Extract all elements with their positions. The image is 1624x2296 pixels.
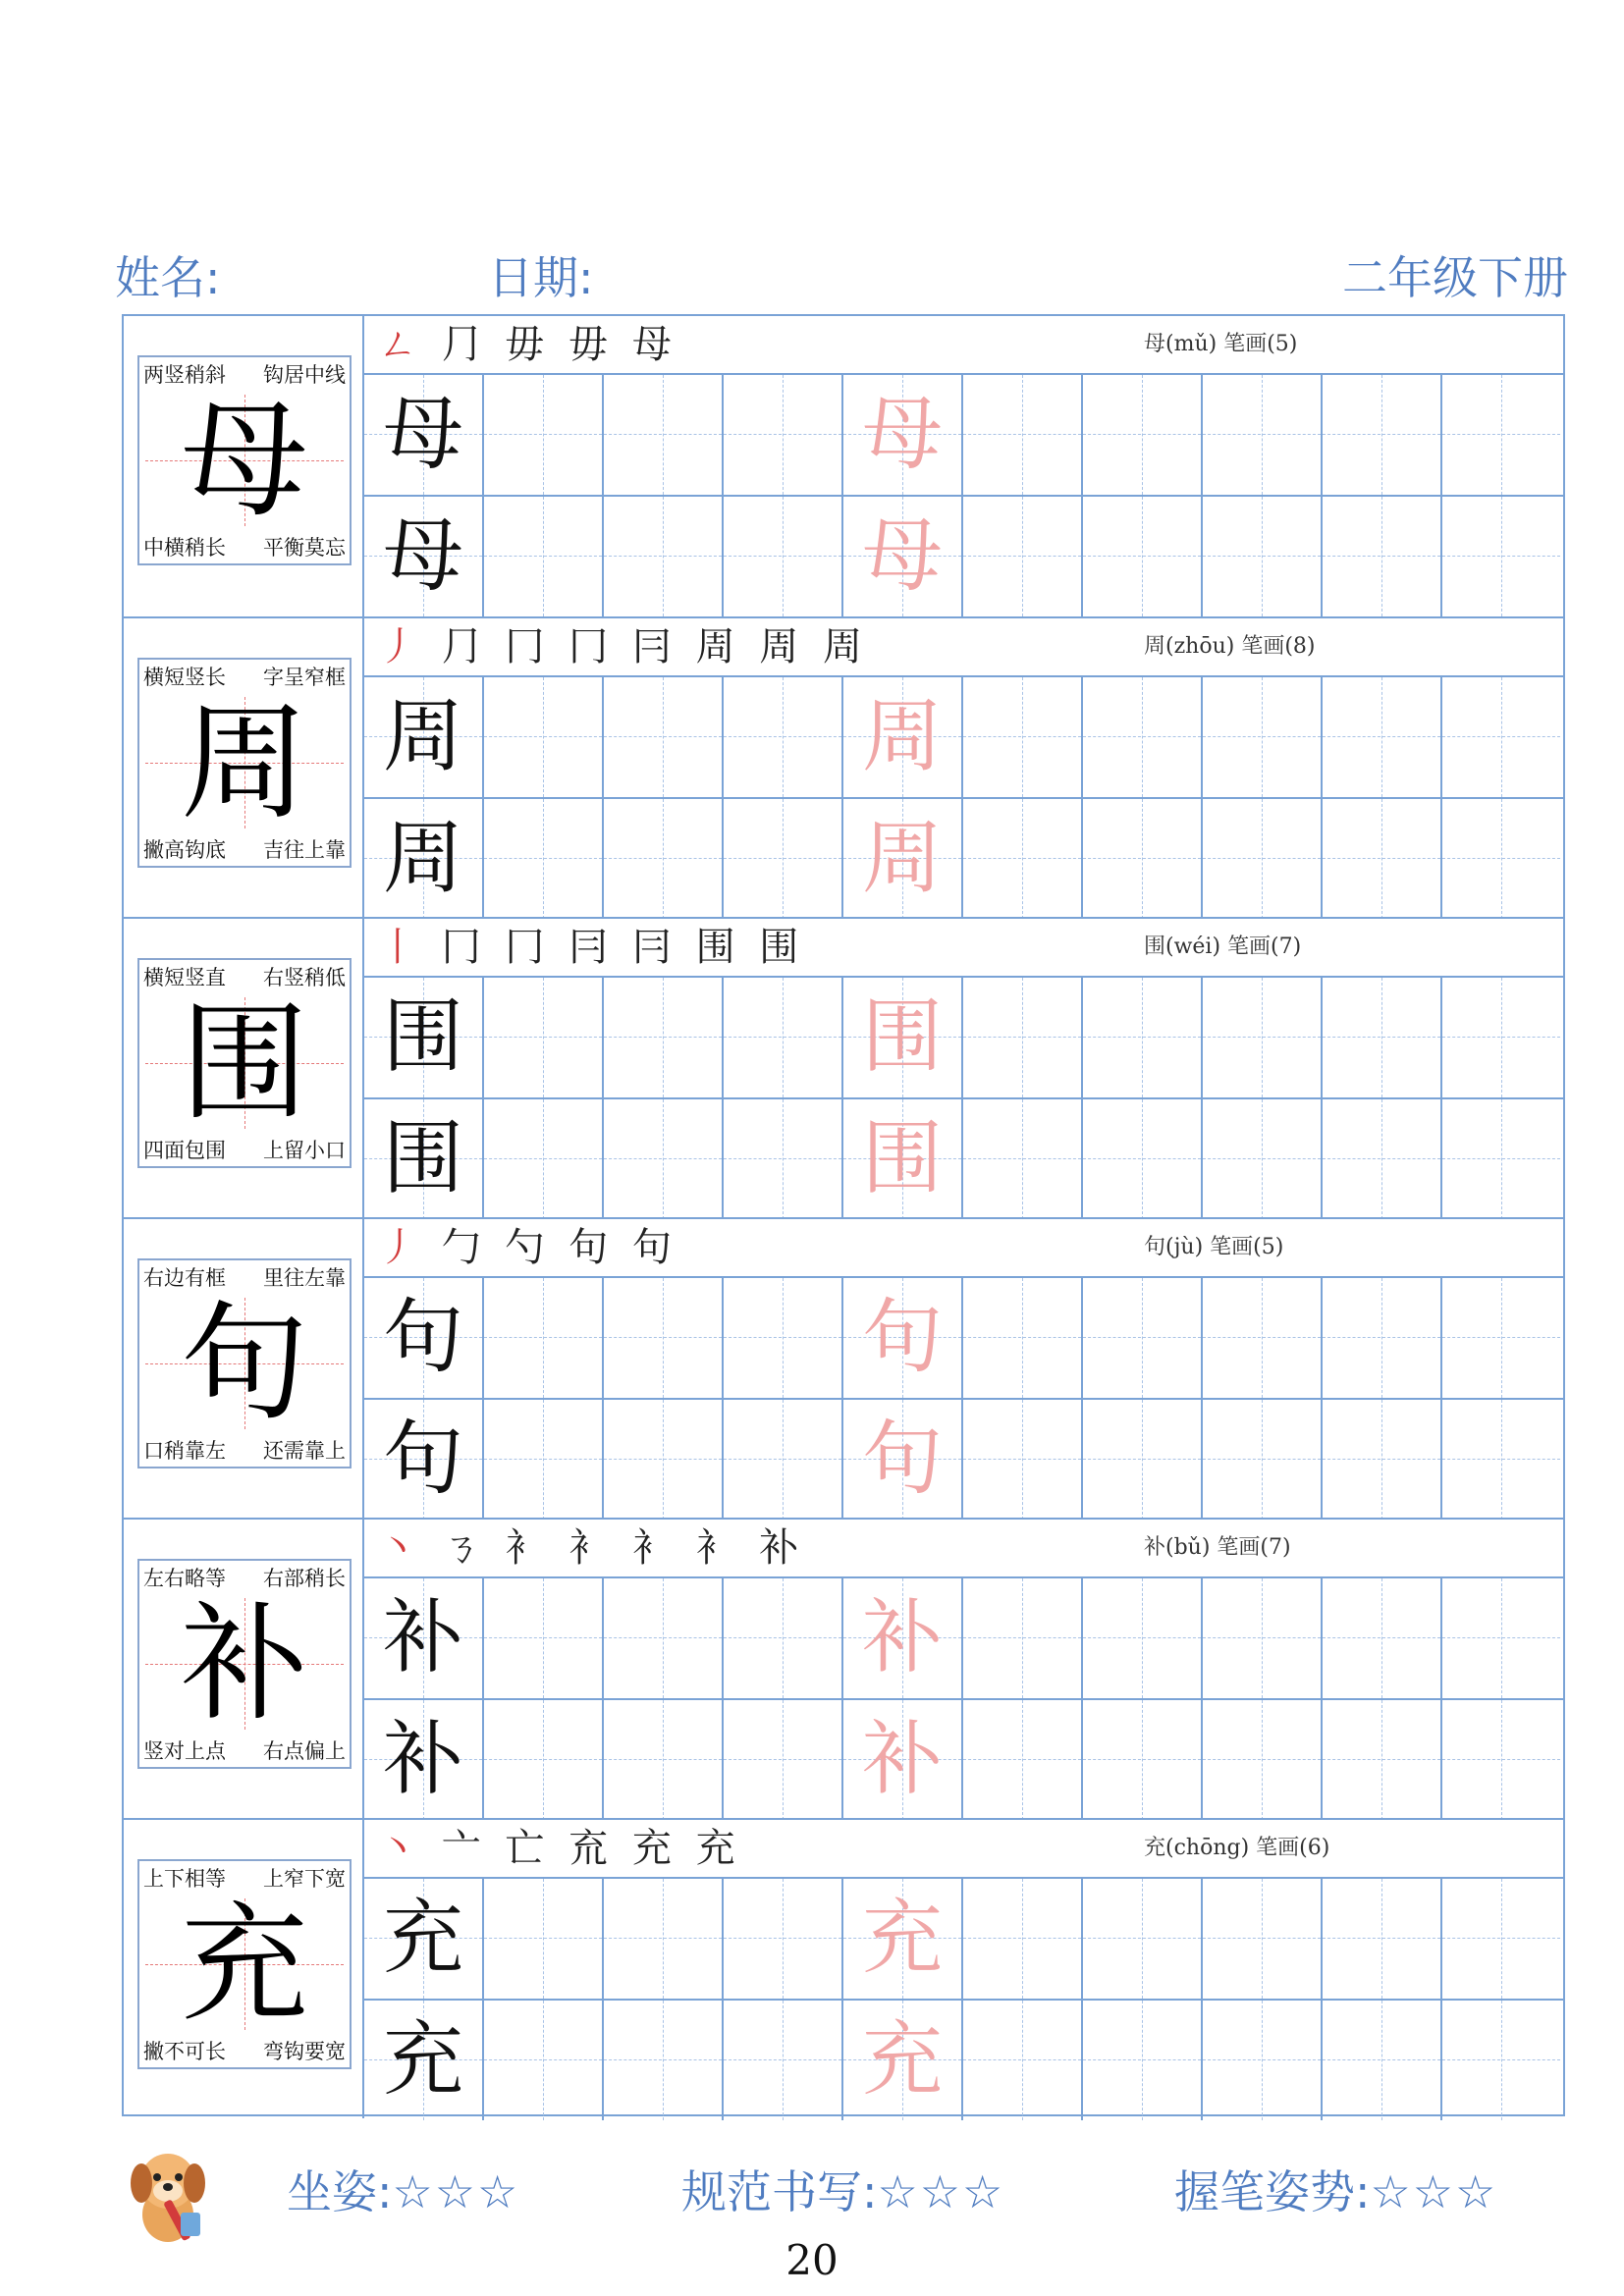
stroke-steps [378, 1219, 677, 1276]
writing-cell[interactable] [1442, 375, 1560, 495]
trace-character: 母 [861, 509, 943, 603]
trace-character: 围 [861, 1112, 943, 1205]
writing-tip: 口稍靠左 [143, 1439, 226, 1463]
trace-character: 句 [861, 1291, 943, 1384]
name-label: 姓名: [115, 251, 221, 304]
writing-tip: 两竖稍斜 [143, 363, 226, 387]
writing-cell[interactable] [364, 1879, 484, 1999]
writing-cell[interactable] [963, 677, 1083, 797]
writing-cell[interactable] [1442, 1099, 1560, 1219]
stroke-step-rest: 勹 勺 句 句 [441, 1225, 677, 1270]
writing-cell[interactable] [963, 978, 1083, 1097]
writing-cell[interactable] [604, 375, 724, 495]
puppy-mascot-icon [116, 2144, 220, 2248]
writing-cell[interactable] [724, 2001, 843, 2120]
writing-cell[interactable] [843, 375, 963, 495]
writing-tip: 撇不可长 [143, 2040, 226, 2063]
writing-cell[interactable] [843, 1700, 963, 1820]
character-block [124, 917, 1563, 1217]
writing-cell[interactable] [843, 677, 963, 797]
model-character: 充 [180, 1890, 308, 2039]
writing-cell[interactable] [963, 1099, 1083, 1219]
writing-cell[interactable] [364, 2001, 484, 2120]
writing-cell[interactable] [1203, 1278, 1323, 1398]
writing-cell[interactable] [1203, 1578, 1323, 1698]
model-card [137, 355, 352, 565]
grid-row [364, 375, 1563, 497]
trace-character: 补 [861, 1591, 943, 1684]
writing-cell[interactable] [1083, 1099, 1203, 1219]
sample-character: 周 [382, 812, 463, 905]
model-panel [124, 1520, 364, 1818]
writing-cell[interactable] [484, 497, 604, 616]
writing-cell[interactable] [843, 978, 963, 1097]
writing-tip: 平衡莫忘 [263, 536, 346, 560]
writing-cell[interactable] [604, 1578, 724, 1698]
writing-cell[interactable] [484, 799, 604, 919]
character-block [124, 1818, 1563, 2118]
model-card [137, 658, 352, 868]
writing-tip: 横短竖直 [143, 966, 226, 989]
date-label: 日期: [488, 251, 594, 304]
stroke-step-rest: 亠 亡 㐬 充 充 [441, 1826, 741, 1871]
model-character: 句 [180, 1289, 308, 1438]
writing-grid [364, 1278, 1563, 1518]
writing-cell[interactable] [843, 1879, 963, 1999]
writing-grid [364, 375, 1563, 616]
writing-cell[interactable] [1442, 1400, 1560, 1520]
writing-cell[interactable] [1323, 1278, 1442, 1398]
writing-cell[interactable] [724, 1879, 843, 1999]
stroke-steps [378, 919, 804, 976]
writing-cell[interactable] [1323, 1700, 1442, 1820]
writing-cell[interactable] [364, 497, 484, 616]
model-card [137, 1559, 352, 1769]
trace-character: 围 [861, 990, 943, 1084]
writing-cell[interactable] [1442, 799, 1560, 919]
writing-cell[interactable] [963, 1278, 1083, 1398]
writing-tip: 右部稍长 [263, 1567, 346, 1590]
practice-sheet [122, 314, 1565, 2116]
writing-cell[interactable] [1203, 799, 1323, 919]
writing-cell[interactable] [724, 1400, 843, 1520]
writing-cell[interactable] [484, 1879, 604, 1999]
writing-cell[interactable] [843, 1578, 963, 1698]
writing-cell[interactable] [843, 2001, 963, 2120]
sample-character: 母 [382, 509, 463, 603]
writing-cell[interactable] [1442, 978, 1560, 1097]
writing-cell[interactable] [1203, 677, 1323, 797]
writing-cell[interactable] [1203, 1400, 1323, 1520]
writing-tip: 右边有框 [143, 1266, 226, 1290]
writing-cell[interactable] [1323, 1400, 1442, 1520]
stroke-steps [378, 316, 677, 373]
character-info: 周(zhōu) 笔画(8) [1144, 634, 1316, 659]
stroke-step-first: 丿 [378, 1225, 423, 1270]
sit-stars[interactable]: ☆☆☆ [392, 2165, 520, 2218]
stroke-order-row [364, 1820, 1563, 1879]
writing-cell[interactable] [1203, 978, 1323, 1097]
stroke-step-rest: ⺆ 冂 冂 冃 周 周 周 [441, 624, 869, 669]
writing-cell[interactable] [843, 799, 963, 919]
writing-cell[interactable] [724, 497, 843, 616]
writing-cell[interactable] [1442, 2001, 1560, 2120]
model-character: 补 [180, 1589, 308, 1738]
writing-tip: 右点偏上 [263, 1739, 346, 1763]
trace-character: 补 [861, 1713, 943, 1806]
writing-cell[interactable] [364, 1099, 484, 1219]
writing-cell[interactable] [604, 1400, 724, 1520]
stroke-order-row [364, 1219, 1563, 1278]
writing-cell[interactable] [1083, 978, 1203, 1097]
writing-cell[interactable] [1323, 677, 1442, 797]
page-header [115, 243, 1568, 312]
writing-cell[interactable] [484, 1278, 604, 1398]
writing-cell[interactable] [724, 677, 843, 797]
grade-label: 二年级下册 [1342, 251, 1568, 304]
grid-row [364, 978, 1563, 1099]
writing-cell[interactable] [963, 2001, 1083, 2120]
sample-character: 充 [382, 1892, 463, 1985]
stroke-step-rest: 冂 冂 冃 冃 围 围 [441, 925, 805, 970]
writing-cell[interactable] [1083, 1278, 1203, 1398]
writing-cell[interactable] [1323, 799, 1442, 919]
sample-character: 句 [382, 1291, 463, 1384]
writing-cell[interactable] [1442, 1578, 1560, 1698]
writing-cell[interactable] [1323, 1578, 1442, 1698]
stroke-step-rest: ㄋ 衤 衤 衤 衤 补 [441, 1525, 805, 1571]
writing-cell[interactable] [364, 799, 484, 919]
writing-tip: 吉往上靠 [263, 838, 346, 862]
writing-cell[interactable] [604, 497, 724, 616]
writing-tip: 左右略等 [143, 1567, 226, 1590]
writing-cell[interactable] [1083, 677, 1203, 797]
writing-cell[interactable] [1203, 1700, 1323, 1820]
writing-cell[interactable] [1203, 375, 1323, 495]
grid-row [364, 1400, 1563, 1520]
writing-cell[interactable] [724, 375, 843, 495]
character-block [124, 316, 1563, 616]
writing-cell[interactable] [1083, 497, 1203, 616]
sit-label: 坐姿: [287, 2165, 393, 2218]
writing-cell[interactable] [963, 1879, 1083, 1999]
model-card [137, 1859, 352, 2069]
sample-character: 补 [382, 1591, 463, 1684]
model-character: 围 [180, 988, 308, 1138]
rating-standard-writing [681, 2158, 1004, 2226]
writing-cell[interactable] [1442, 1879, 1560, 1999]
writing-cell[interactable] [604, 1099, 724, 1219]
writing-cell[interactable] [724, 799, 843, 919]
character-info: 句(jù) 笔画(5) [1144, 1235, 1284, 1259]
model-panel [124, 1820, 364, 2118]
stroke-order-row [364, 1520, 1563, 1578]
writing-cell[interactable] [1083, 1578, 1203, 1698]
stroke-order-row [364, 618, 1563, 677]
writing-cell[interactable] [1442, 1278, 1560, 1398]
writing-tip: 四面包围 [143, 1139, 226, 1162]
sample-character: 母 [382, 388, 463, 481]
grid-row [364, 1278, 1563, 1400]
writing-cell[interactable] [364, 375, 484, 495]
grid-row [364, 799, 1563, 919]
writing-tip: 上窄下宽 [263, 1867, 346, 1891]
writing-cell[interactable] [1203, 497, 1323, 616]
writing-cell[interactable] [484, 375, 604, 495]
writing-tip: 竖对上点 [143, 1739, 226, 1763]
writing-cell[interactable] [1083, 1700, 1203, 1820]
writing-cell[interactable] [484, 677, 604, 797]
writing-cell[interactable] [724, 1700, 843, 1820]
grid-row [364, 677, 1563, 799]
writing-cell[interactable] [1323, 978, 1442, 1097]
writing-cell[interactable] [963, 497, 1083, 616]
writing-cell[interactable] [1323, 497, 1442, 616]
writing-cell[interactable] [604, 1700, 724, 1820]
sample-character: 围 [382, 990, 463, 1084]
trace-character: 充 [861, 1892, 943, 1985]
writing-cell[interactable] [963, 1400, 1083, 1520]
writing-cell[interactable] [364, 677, 484, 797]
sample-character: 补 [382, 1713, 463, 1806]
trace-character: 周 [861, 812, 943, 905]
stroke-order-row [364, 919, 1563, 978]
writing-cell[interactable] [1203, 1099, 1323, 1219]
writing-tip: 上留小口 [263, 1139, 346, 1162]
writing-grid [364, 978, 1563, 1217]
grid-row [364, 1700, 1563, 1820]
writing-cell[interactable] [1442, 677, 1560, 797]
writing-cell[interactable] [843, 1099, 963, 1219]
sample-character: 周 [382, 690, 463, 783]
writing-cell[interactable] [484, 2001, 604, 2120]
grid-row [364, 1879, 1563, 2001]
rating-sitting-posture [287, 2158, 519, 2226]
writing-cell[interactable] [1442, 1700, 1560, 1820]
writing-cell[interactable] [1323, 1099, 1442, 1219]
writing-tip: 还需靠上 [263, 1439, 346, 1463]
writing-cell[interactable] [843, 1400, 963, 1520]
writing-cell[interactable] [484, 1700, 604, 1820]
writing-tip: 撇高钩底 [143, 838, 226, 862]
writing-cell[interactable] [1083, 799, 1203, 919]
sample-character: 句 [382, 1413, 463, 1506]
writing-cell[interactable] [364, 1578, 484, 1698]
writing-cell[interactable] [1083, 1400, 1203, 1520]
grid-row [364, 1099, 1563, 1219]
writing-cell[interactable] [364, 1700, 484, 1820]
trace-character: 周 [861, 690, 943, 783]
pen-label: 握笔姿势: [1174, 2165, 1371, 2218]
writing-tip: 横短竖长 [143, 666, 226, 689]
writing-tip: 里往左靠 [263, 1266, 346, 1290]
writing-tip: 中横稍长 [143, 536, 226, 560]
writing-cell[interactable] [1083, 375, 1203, 495]
writing-cell[interactable] [963, 1700, 1083, 1820]
writing-cell[interactable] [963, 1578, 1083, 1698]
writing-cell[interactable] [1323, 375, 1442, 495]
pen-stars[interactable]: ☆☆☆ [1370, 2165, 1498, 2218]
writing-cell[interactable] [484, 1578, 604, 1698]
character-info: 围(wéi) 笔画(7) [1144, 934, 1302, 959]
writing-cell[interactable] [1083, 1879, 1203, 1999]
model-panel [124, 618, 364, 917]
writing-cell[interactable] [724, 978, 843, 1097]
model-panel [124, 316, 364, 616]
writing-cell[interactable] [963, 799, 1083, 919]
writing-cell[interactable] [484, 978, 604, 1097]
character-info: 充(chōng) 笔画(6) [1144, 1836, 1330, 1860]
writing-tip: 弯钩要宽 [263, 2040, 346, 2063]
stroke-order-row [364, 316, 1563, 375]
writing-cell[interactable] [1442, 497, 1560, 616]
grid-row [364, 1578, 1563, 1700]
writing-cell[interactable] [1203, 1879, 1323, 1999]
sample-character: 围 [382, 1112, 463, 1205]
writing-cell[interactable] [1203, 2001, 1323, 2120]
writing-cell[interactable] [604, 978, 724, 1097]
writing-cell[interactable] [484, 1099, 604, 1219]
character-block [124, 1217, 1563, 1518]
stroke-steps [378, 1820, 741, 1877]
model-panel [124, 919, 364, 1217]
character-block [124, 616, 1563, 917]
writing-cell[interactable] [484, 1400, 604, 1520]
trace-character: 母 [861, 388, 943, 481]
page-number: 20 [785, 2236, 839, 2284]
stroke-step-first: 丶 [378, 1826, 423, 1871]
character-block [124, 1518, 1563, 1818]
writing-grid [364, 1879, 1563, 2118]
character-info: 母(mǔ) 笔画(5) [1144, 332, 1298, 356]
rating-pen-grip [1174, 2158, 1497, 2226]
writing-cell[interactable] [1323, 1879, 1442, 1999]
stroke-step-rest: ⺆ 毋 毋 母 [441, 322, 677, 367]
writing-cell[interactable] [604, 2001, 724, 2120]
model-character: 周 [180, 688, 308, 837]
writing-cell[interactable] [724, 1278, 843, 1398]
writing-grid [364, 1578, 1563, 1818]
stroke-step-first: 丨 [378, 925, 423, 970]
writing-cell[interactable] [724, 1099, 843, 1219]
writing-cell[interactable] [843, 497, 963, 616]
writing-tip: 上下相等 [143, 1867, 226, 1891]
writing-cell[interactable] [843, 1278, 963, 1398]
stroke-step-first: ㄥ [378, 322, 423, 367]
writing-tip: 字呈窄框 [263, 666, 346, 689]
writing-cell[interactable] [604, 799, 724, 919]
grid-row [364, 497, 1563, 616]
writing-cell[interactable] [724, 1578, 843, 1698]
writing-cell[interactable] [1323, 2001, 1442, 2120]
stroke-step-first: 丶 [378, 1525, 423, 1571]
write-stars[interactable]: ☆☆☆ [877, 2165, 1005, 2218]
model-card [137, 958, 352, 1168]
writing-cell[interactable] [364, 1278, 484, 1398]
model-card [137, 1258, 352, 1468]
stroke-steps [378, 618, 868, 675]
trace-character: 充 [861, 2013, 943, 2107]
writing-grid [364, 677, 1563, 917]
model-panel [124, 1219, 364, 1518]
writing-cell[interactable] [604, 677, 724, 797]
grid-row [364, 2001, 1563, 2120]
writing-cell[interactable] [364, 978, 484, 1097]
writing-cell[interactable] [604, 1278, 724, 1398]
sample-character: 充 [382, 2013, 463, 2107]
stroke-step-first: 丿 [378, 624, 423, 669]
stroke-steps [378, 1520, 804, 1576]
write-label: 规范书写: [681, 2165, 878, 2218]
writing-cell[interactable] [1083, 2001, 1203, 2120]
writing-tip: 钩居中线 [263, 363, 346, 387]
writing-tip: 右竖稍低 [263, 966, 346, 989]
model-character: 母 [180, 386, 308, 535]
character-info: 补(bǔ) 笔画(7) [1144, 1535, 1291, 1560]
writing-cell[interactable] [604, 1879, 724, 1999]
trace-character: 句 [861, 1413, 943, 1506]
writing-cell[interactable] [364, 1400, 484, 1520]
writing-cell[interactable] [963, 375, 1083, 495]
